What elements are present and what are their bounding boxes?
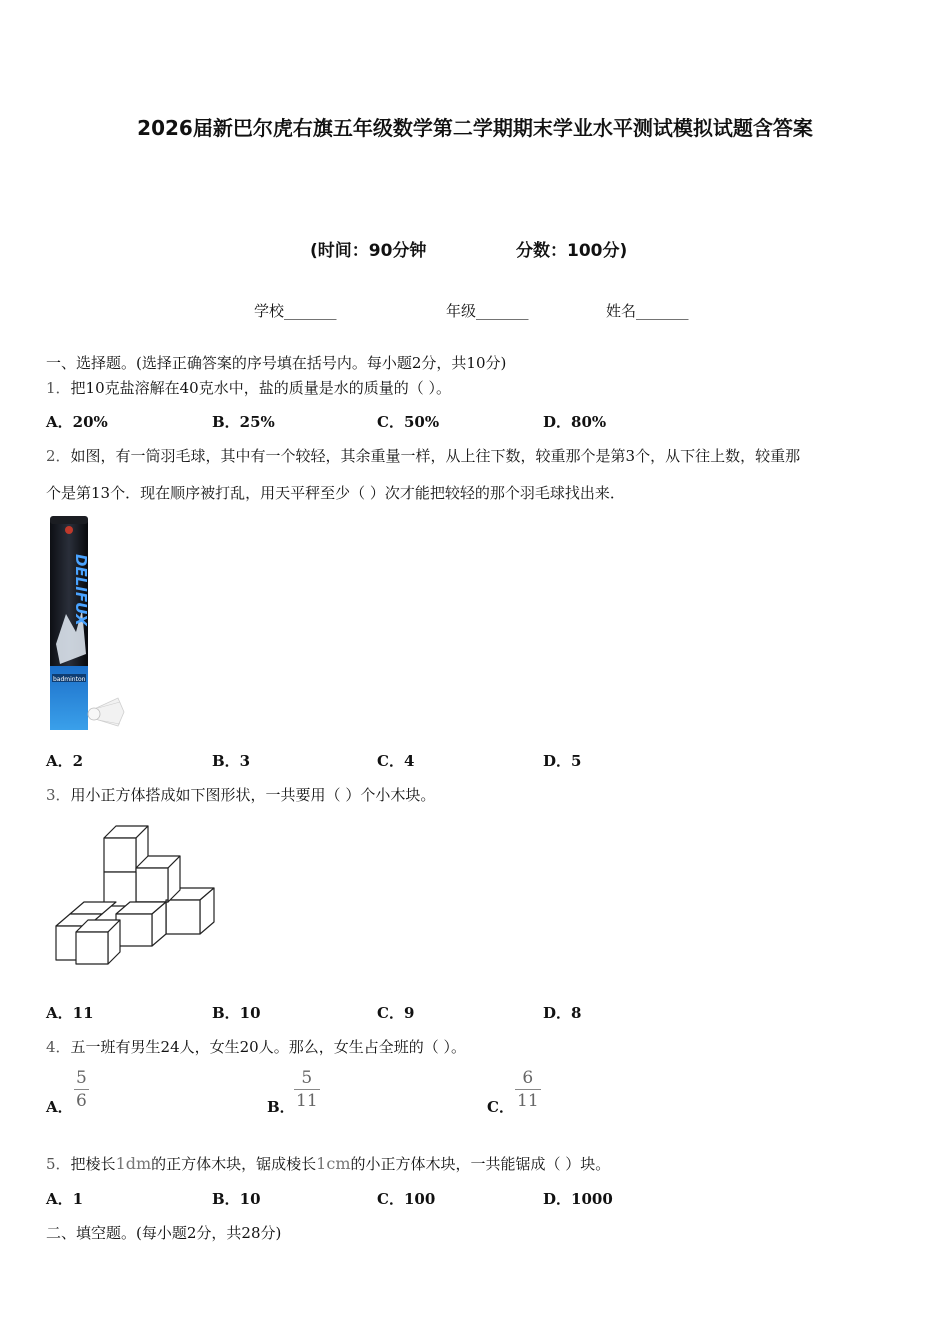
q4-option-a-fraction	[74, 1068, 89, 1111]
q4-option-c-label: C．	[487, 1098, 514, 1116]
q5-option-b: B．10	[212, 1190, 261, 1208]
q2-option-b: B．3	[212, 752, 251, 770]
fraction-denominator: 11	[296, 1091, 318, 1111]
fraction-numerator: 6	[522, 1068, 534, 1088]
question-1	[46, 377, 451, 398]
exam-time: (时间：90分钟	[310, 241, 427, 261]
cube-structure-figure	[52, 820, 218, 965]
question-4	[46, 1036, 466, 1057]
question-number: 1．	[46, 379, 71, 397]
unit-dm: 1dm	[115, 1154, 152, 1173]
question-text: 把10克盐溶解在40克水中，盐的质量是水的质量的（ ）。	[70, 379, 451, 397]
question-text: 五一班有男生24人，女生20人。那么，女生占全班的（ ）。	[70, 1038, 466, 1056]
school-field: 学校_______	[254, 302, 337, 320]
exam-score: 分数：100分)	[516, 241, 628, 261]
q5-option-d: D．1000	[543, 1190, 613, 1208]
q2-option-d: D．5	[543, 752, 582, 770]
q3-option-a: A．11	[46, 1004, 94, 1022]
question-3	[46, 784, 435, 805]
section-1-heading: 一、选择题。(选择正确答案的序号填在括号内。每小题2分，共10分)	[46, 354, 507, 372]
q4-option-b-fraction	[294, 1068, 320, 1111]
fraction-numerator: 5	[301, 1068, 313, 1088]
document-title: 2026届新巴尔虎右旗五年级数学第二学期期末学业水平测试模拟试题含答案	[137, 116, 813, 140]
question-text: 用小正方体搭成如下图形状，一共要用（ ）个小木块。	[70, 786, 436, 804]
q4-option-b-label: B．	[267, 1098, 295, 1116]
q2-option-c: C．4	[377, 752, 415, 770]
question-text-b: 的正方体木块，锯成棱长	[151, 1155, 317, 1173]
name-field: 姓名_______	[606, 302, 689, 320]
q2-option-a: A．2	[46, 752, 84, 770]
question-text: 如图，有一筒羽毛球，其中有一个较轻，其余重量一样，从上往下数，较重那个是第3个，从下往上数，较重那	[70, 447, 801, 465]
q1-option-a: A．20%	[46, 413, 108, 431]
fraction-denominator: 6	[76, 1091, 87, 1111]
q1-option-c: C．50%	[377, 413, 440, 431]
tube-label-text: badminton	[53, 676, 86, 683]
fraction-bar	[294, 1089, 320, 1090]
fraction-bar	[74, 1089, 89, 1090]
q3-option-c: C．9	[377, 1004, 415, 1022]
badminton-tube-image	[46, 514, 130, 734]
fraction-denominator: 11	[517, 1091, 539, 1111]
grade-field: 年级_______	[446, 302, 529, 320]
question-2-line-2: 个是第13个．现在顺序被打乱，用天平秤至少（ ）次才能把较轻的那个羽毛球找出来．	[46, 484, 625, 502]
unit-cm: 1cm	[316, 1154, 351, 1173]
fraction-numerator: 5	[76, 1068, 87, 1088]
question-number: 5．	[46, 1155, 71, 1173]
q5-option-a: A．1	[46, 1190, 84, 1208]
q1-option-b: B．25%	[212, 413, 275, 431]
question-text-c: 的小正方体木块，一共能锯成（ ）块。	[350, 1155, 611, 1173]
question-5	[46, 1153, 610, 1174]
question-number: 2．	[46, 447, 71, 465]
question-2-line-1	[46, 445, 800, 466]
q1-option-d: D．80%	[543, 413, 607, 431]
tube-brand-text: DELIFUX	[72, 554, 90, 626]
q3-option-b: B．10	[212, 1004, 261, 1022]
question-number: 4．	[46, 1038, 71, 1056]
section-2-heading: 二、填空题。(每小题2分，共28分)	[46, 1224, 282, 1242]
question-number: 3．	[46, 786, 71, 804]
q4-option-a-label: A．	[46, 1098, 73, 1116]
q5-option-c: C．100	[377, 1190, 436, 1208]
question-text-a: 把棱长	[70, 1155, 116, 1173]
fraction-bar	[515, 1089, 541, 1090]
q3-option-d: D．8	[543, 1004, 582, 1022]
q4-option-c-fraction	[515, 1068, 541, 1111]
